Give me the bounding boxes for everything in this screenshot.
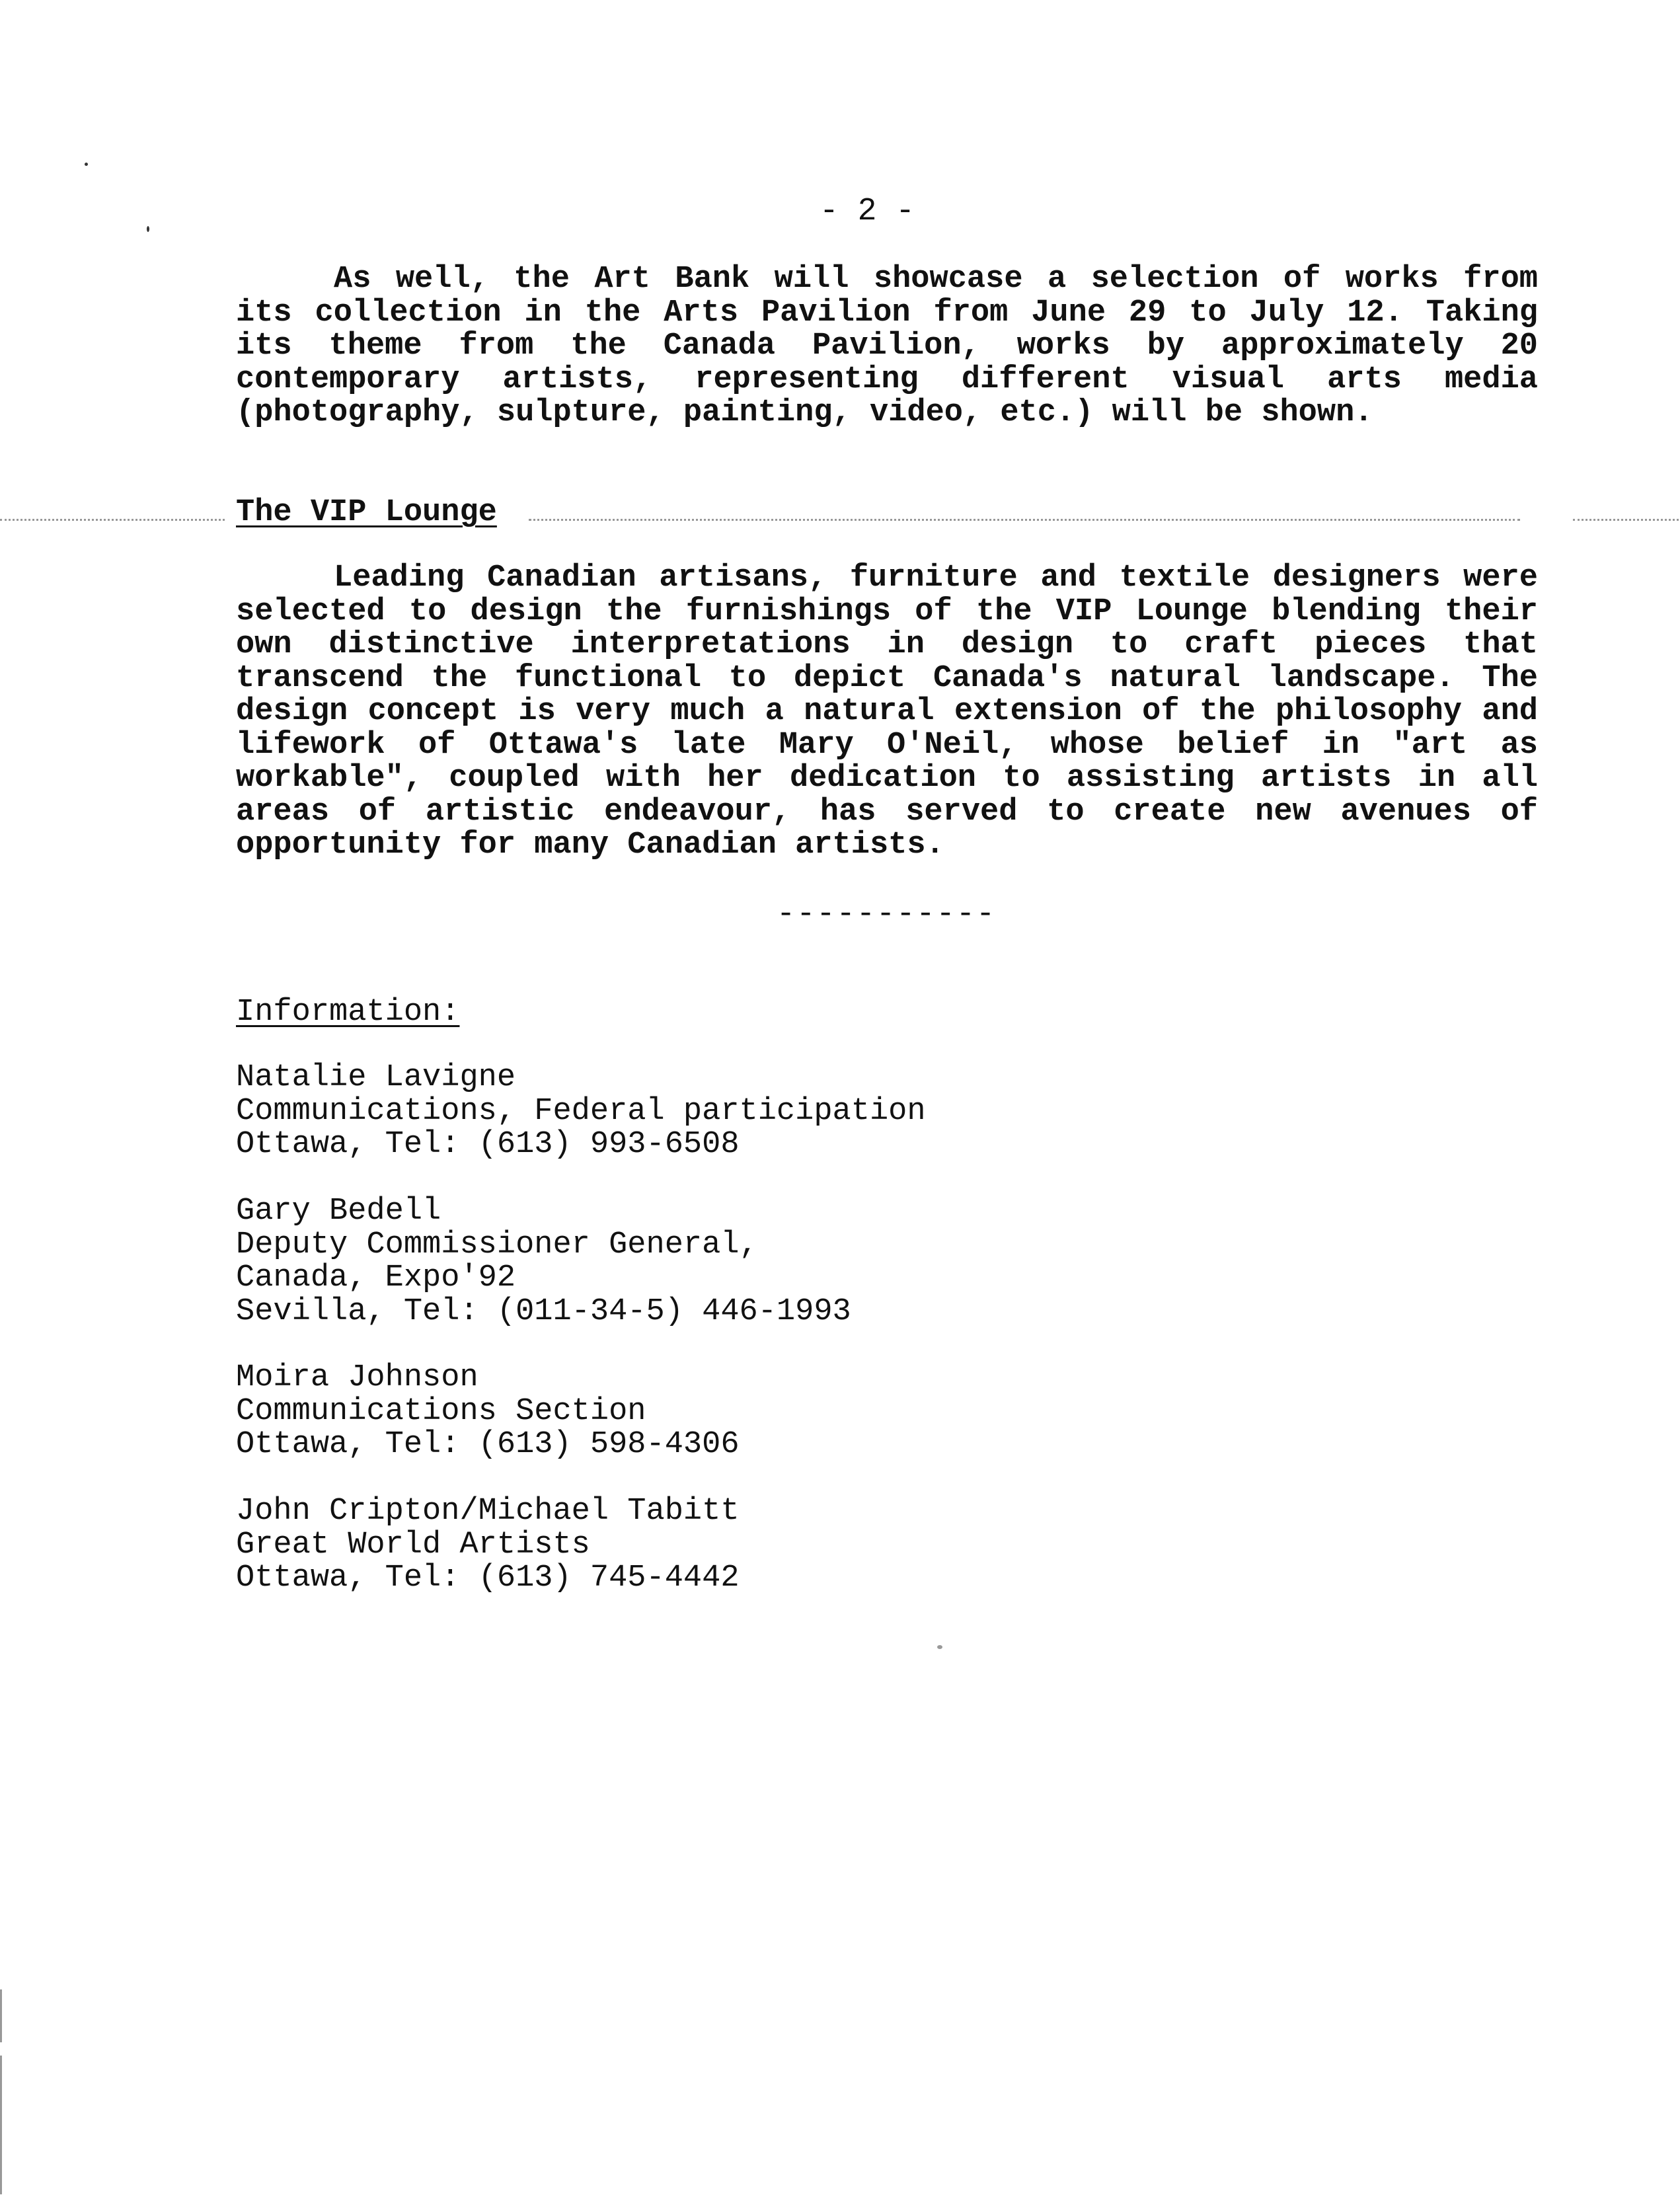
scan-speck [85, 163, 88, 166]
contact-detail: Communications Section [236, 1393, 646, 1429]
contact-phone: Sevilla, Tel: (011-34-5) 446-1993 [236, 1293, 851, 1329]
contact-detail: Canada, Expo'92 [236, 1260, 516, 1295]
scan-edge-mark [0, 2056, 2, 2194]
contact-detail: Deputy Commissioner General, [236, 1227, 758, 1262]
contact-phone: Ottawa, Tel: (613) 598-4306 [236, 1427, 740, 1462]
scan-artifact-rule [1573, 519, 1679, 521]
contact-phone: Ottawa, Tel: (613) 745-4442 [236, 1560, 740, 1596]
scan-speck [937, 1645, 942, 1649]
contact-detail: Great World Artists [236, 1527, 590, 1562]
scan-speck [147, 226, 149, 232]
contact-block [236, 1061, 926, 1162]
contact-phone: Ottawa, Tel: (613) 993-6508 [236, 1127, 740, 1162]
contact-block [236, 1362, 740, 1462]
page-number: - 2 - [820, 194, 915, 229]
scan-artifact-rule [0, 519, 225, 521]
section-heading-information: Information: [236, 995, 460, 1030]
scan-artifact-rule [529, 519, 1520, 521]
contact-name: Gary Bedell [236, 1194, 441, 1229]
scan-edge-mark [0, 1989, 2, 2042]
contact-name: Moira Johnson [236, 1360, 478, 1395]
contact-block [236, 1195, 851, 1329]
section-divider: ----------- [777, 897, 997, 932]
contact-name: Natalie Lavigne [236, 1060, 516, 1095]
contact-detail: Communications, Federal participation [236, 1093, 926, 1129]
section-heading-vip-lounge: The VIP Lounge [236, 495, 497, 530]
paragraph-art-bank: As well, the Art Bank will showcase a selection of works from its collection in the Arts Pavilion from June 29 to July 12. Taking its theme from the Canada Pavilion, works by approximately 20 contemporary artists, representing different visual arts media (photography, sulpture, painting, video, etc.) will be shown. [236, 262, 1538, 430]
contact-name: John Cripton/Michael Tabitt [236, 1494, 740, 1529]
contact-block [236, 1495, 740, 1596]
paragraph-vip-lounge: Leading Canadian artisans, furniture and textile designers were selected to design the furnishings of the VIP Lounge blending their own distinctive interpretations in design to craft pieces that transcend the functional to depict Canada's natural landscape. The design concept is very much a natural extension of the philosophy and lifework of Ottawa's late Mary O'Neil, whose belief in "art as workable", coupled with her dedication to assisting artists in all areas of artistic endeavour, has served to create new avenues of opportunity for many Canadian artists. [236, 560, 1538, 863]
